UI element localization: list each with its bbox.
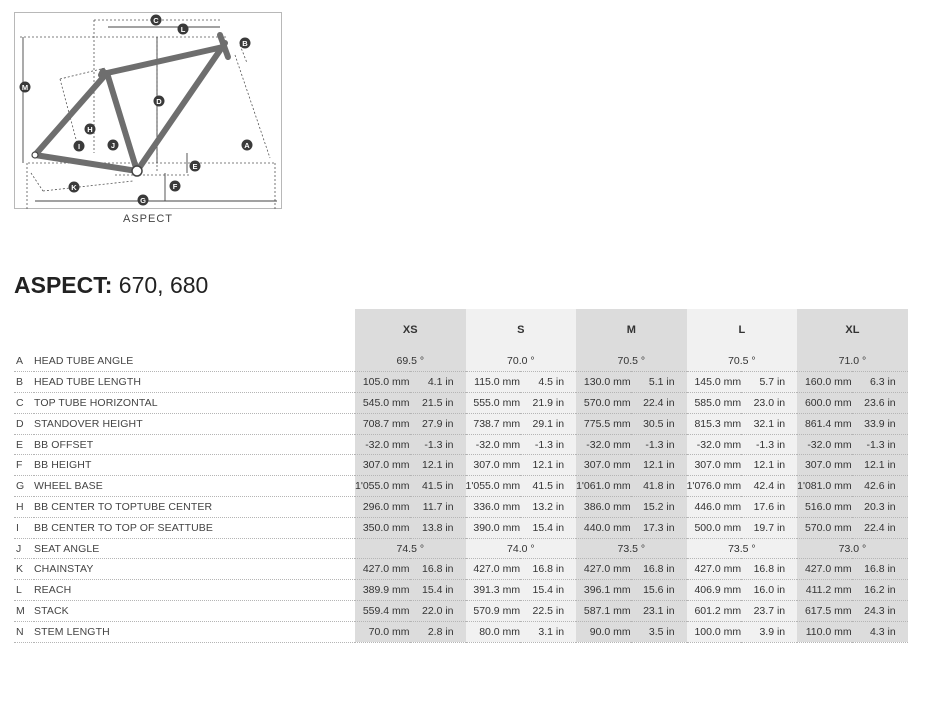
cell-mm-xs: 389.9 mm xyxy=(355,580,410,601)
cell-mm-xs: 105.0 mm xyxy=(355,372,410,393)
marker-f xyxy=(170,181,181,192)
cell-in-l: 16.0 in xyxy=(741,580,797,601)
cell-in-xl: 42.6 in xyxy=(852,476,908,497)
cell-mm-l: 446.0 mm xyxy=(687,497,742,518)
cell-mm-xl: 516.0 mm xyxy=(797,497,852,518)
cell-in-m: 16.8 in xyxy=(631,559,687,580)
table-row xyxy=(14,455,908,476)
cell-in-s: 15.4 in xyxy=(520,580,576,601)
header-spacer xyxy=(14,309,34,351)
cell-mm-xl: 160.0 mm xyxy=(797,372,852,393)
table-row xyxy=(14,393,908,414)
cell-mm-s: 427.0 mm xyxy=(466,559,521,580)
bottom-bracket xyxy=(132,166,142,176)
cell-in-m: 3.5 in xyxy=(631,621,687,642)
row-label: BB CENTER TO TOP OF SEATTUBE xyxy=(34,517,355,538)
table-row xyxy=(14,351,908,372)
table-row xyxy=(14,621,908,642)
header-spacer xyxy=(34,309,355,351)
cell-in-xs: 27.9 in xyxy=(410,413,466,434)
cell-value-xl: 71.0 ° xyxy=(797,351,908,372)
cell-mm-s: 390.0 mm xyxy=(466,517,521,538)
cell-in-m: 15.2 in xyxy=(631,497,687,518)
row-label: HEAD TUBE ANGLE xyxy=(34,351,355,372)
table-row xyxy=(14,538,908,559)
row-letter: A xyxy=(14,351,34,372)
cell-mm-xs: 350.0 mm xyxy=(355,517,410,538)
cell-mm-xl: 427.0 mm xyxy=(797,559,852,580)
cell-in-s: -1.3 in xyxy=(520,434,576,455)
row-letter: E xyxy=(14,434,34,455)
cell-mm-xl: 861.4 mm xyxy=(797,413,852,434)
cell-mm-m: 386.0 mm xyxy=(576,497,631,518)
cell-value-m: 73.5 ° xyxy=(576,538,687,559)
cell-mm-s: 570.9 mm xyxy=(466,601,521,622)
row-label: BB OFFSET xyxy=(34,434,355,455)
table-row xyxy=(14,559,908,580)
cell-in-s: 4.5 in xyxy=(520,372,576,393)
cell-in-l: 17.6 in xyxy=(741,497,797,518)
frame-tubes xyxy=(35,35,228,171)
cell-mm-s: 336.0 mm xyxy=(466,497,521,518)
cell-mm-xl: 110.0 mm xyxy=(797,621,852,642)
row-label: TOP TUBE HORIZONTAL xyxy=(34,393,355,414)
cell-in-m: 22.4 in xyxy=(631,393,687,414)
cell-mm-l: 427.0 mm xyxy=(687,559,742,580)
cell-mm-l: 406.9 mm xyxy=(687,580,742,601)
cell-mm-m: 440.0 mm xyxy=(576,517,631,538)
row-letter: F xyxy=(14,455,34,476)
cell-mm-s: 555.0 mm xyxy=(466,393,521,414)
cell-mm-xl: 570.0 mm xyxy=(797,517,852,538)
title-model-name: ASPECT: xyxy=(14,272,113,298)
size-header-xl: XL xyxy=(797,309,908,351)
cell-in-m: 12.1 in xyxy=(631,455,687,476)
cell-in-xs: 12.1 in xyxy=(410,455,466,476)
svg-text:C: C xyxy=(153,15,159,25)
cell-in-l: 3.9 in xyxy=(741,621,797,642)
marker-g xyxy=(138,195,149,206)
row-label: CHAINSTAY xyxy=(34,559,355,580)
row-letter: N xyxy=(14,621,34,642)
cell-mm-s: 391.3 mm xyxy=(466,580,521,601)
cell-mm-s: 80.0 mm xyxy=(466,621,521,642)
cell-mm-xs: 559.4 mm xyxy=(355,601,410,622)
row-letter: C xyxy=(14,393,34,414)
marker-b xyxy=(240,38,251,49)
cell-in-xl: 33.9 in xyxy=(852,413,908,434)
row-label: REACH xyxy=(34,580,355,601)
title-model-numbers: 670, 680 xyxy=(112,272,209,298)
cell-in-l: 42.4 in xyxy=(741,476,797,497)
cell-in-s: 12.1 in xyxy=(520,455,576,476)
cell-mm-m: 1'061.0 mm xyxy=(576,476,631,497)
table-row xyxy=(14,580,908,601)
cell-in-xl: 16.2 in xyxy=(852,580,908,601)
marker-k xyxy=(69,182,80,193)
row-label: BB CENTER TO TOPTUBE CENTER xyxy=(34,497,355,518)
cell-in-xs: 22.0 in xyxy=(410,601,466,622)
cell-mm-l: 500.0 mm xyxy=(687,517,742,538)
svg-text:J: J xyxy=(110,140,116,150)
marker-m xyxy=(20,82,31,93)
dimension-guides xyxy=(20,20,275,209)
row-label: BB HEIGHT xyxy=(34,455,355,476)
cell-mm-l: -32.0 mm xyxy=(687,434,742,455)
cell-mm-xs: 70.0 mm xyxy=(355,621,410,642)
cell-in-xs: 11.7 in xyxy=(410,497,466,518)
row-letter: G xyxy=(14,476,34,497)
cell-mm-m: 307.0 mm xyxy=(576,455,631,476)
svg-text:I: I xyxy=(77,141,81,151)
cell-in-xl: -1.3 in xyxy=(852,434,908,455)
cell-in-m: 15.6 in xyxy=(631,580,687,601)
row-letter: I xyxy=(14,517,34,538)
cell-in-l: 23.0 in xyxy=(741,393,797,414)
cell-in-m: 5.1 in xyxy=(631,372,687,393)
cell-in-xl: 23.6 in xyxy=(852,393,908,414)
cell-in-xs: -1.3 in xyxy=(410,434,466,455)
cell-in-xl: 16.8 in xyxy=(852,559,908,580)
marker-a xyxy=(242,140,253,151)
row-letter: K xyxy=(14,559,34,580)
cell-in-m: 17.3 in xyxy=(631,517,687,538)
cell-in-l: 12.1 in xyxy=(741,455,797,476)
cell-in-xl: 12.1 in xyxy=(852,455,908,476)
geometry-rows xyxy=(14,351,908,642)
svg-text:D: D xyxy=(156,96,162,106)
cell-in-l: 32.1 in xyxy=(741,413,797,434)
cell-mm-l: 815.3 mm xyxy=(687,413,742,434)
size-header-m: M xyxy=(576,309,687,351)
cell-in-l: 16.8 in xyxy=(741,559,797,580)
cell-value-xl: 73.0 ° xyxy=(797,538,908,559)
bike-frame-diagram xyxy=(15,13,283,210)
cell-in-s: 13.2 in xyxy=(520,497,576,518)
cell-mm-xl: -32.0 mm xyxy=(797,434,852,455)
cell-in-xs: 4.1 in xyxy=(410,372,466,393)
cell-in-s: 15.4 in xyxy=(520,517,576,538)
cell-in-s: 22.5 in xyxy=(520,601,576,622)
cell-value-m: 70.5 ° xyxy=(576,351,687,372)
cell-mm-m: 396.1 mm xyxy=(576,580,631,601)
row-letter: L xyxy=(14,580,34,601)
row-letter: D xyxy=(14,413,34,434)
svg-text:M: M xyxy=(21,82,29,92)
table-row xyxy=(14,476,908,497)
svg-text:A: A xyxy=(244,140,250,150)
cell-in-xs: 41.5 in xyxy=(410,476,466,497)
rear-axle xyxy=(32,152,38,158)
cell-mm-m: 427.0 mm xyxy=(576,559,631,580)
cell-mm-s: 738.7 mm xyxy=(466,413,521,434)
cell-value-l: 73.5 ° xyxy=(687,538,798,559)
marker-e xyxy=(190,161,201,172)
cell-mm-l: 1'076.0 mm xyxy=(687,476,742,497)
size-header-xs: XS xyxy=(355,309,466,351)
cell-mm-s: -32.0 mm xyxy=(466,434,521,455)
cell-mm-m: 90.0 mm xyxy=(576,621,631,642)
cell-mm-s: 307.0 mm xyxy=(466,455,521,476)
cell-in-xl: 6.3 in xyxy=(852,372,908,393)
size-header-l: L xyxy=(687,309,798,351)
cell-in-l: 5.7 in xyxy=(741,372,797,393)
cell-in-xs: 15.4 in xyxy=(410,580,466,601)
cell-in-xl: 24.3 in xyxy=(852,601,908,622)
cell-mm-xs: 307.0 mm xyxy=(355,455,410,476)
marker-c xyxy=(151,15,162,26)
size-header-row xyxy=(14,309,908,351)
table-row xyxy=(14,434,908,455)
cell-mm-m: 775.5 mm xyxy=(576,413,631,434)
table-row xyxy=(14,497,908,518)
cell-in-m: 41.8 in xyxy=(631,476,687,497)
geometry-table xyxy=(14,309,908,643)
size-header-s: S xyxy=(466,309,577,351)
cell-in-xs: 13.8 in xyxy=(410,517,466,538)
row-label: HEAD TUBE LENGTH xyxy=(34,372,355,393)
cell-in-l: -1.3 in xyxy=(741,434,797,455)
marker-i xyxy=(74,141,85,152)
cell-mm-xl: 307.0 mm xyxy=(797,455,852,476)
svg-text:E: E xyxy=(192,161,198,171)
marker-d xyxy=(154,96,165,107)
cell-mm-l: 601.2 mm xyxy=(687,601,742,622)
marker-l xyxy=(178,24,189,35)
cell-in-s: 3.1 in xyxy=(520,621,576,642)
cell-in-l: 23.7 in xyxy=(741,601,797,622)
cell-in-s: 41.5 in xyxy=(520,476,576,497)
cell-mm-m: 570.0 mm xyxy=(576,393,631,414)
marker-j xyxy=(108,140,119,151)
row-label: STEM LENGTH xyxy=(34,621,355,642)
cell-mm-l: 585.0 mm xyxy=(687,393,742,414)
cell-in-l: 19.7 in xyxy=(741,517,797,538)
svg-text:K: K xyxy=(71,182,77,192)
cell-in-xs: 16.8 in xyxy=(410,559,466,580)
geometry-diagram xyxy=(14,12,282,209)
cell-in-m: 30.5 in xyxy=(631,413,687,434)
cell-value-xs: 74.5 ° xyxy=(355,538,466,559)
dimension-arrows xyxy=(23,24,277,201)
cell-mm-xs: -32.0 mm xyxy=(355,434,410,455)
svg-text:B: B xyxy=(242,38,248,48)
row-letter: B xyxy=(14,372,34,393)
cell-mm-xs: 545.0 mm xyxy=(355,393,410,414)
svg-text:G: G xyxy=(140,195,146,205)
cell-in-s: 21.9 in xyxy=(520,393,576,414)
cell-mm-m: -32.0 mm xyxy=(576,434,631,455)
cell-mm-xl: 600.0 mm xyxy=(797,393,852,414)
cell-mm-m: 587.1 mm xyxy=(576,601,631,622)
row-label: WHEEL BASE xyxy=(34,476,355,497)
cell-in-xl: 20.3 in xyxy=(852,497,908,518)
row-letter: M xyxy=(14,601,34,622)
cell-in-s: 29.1 in xyxy=(520,413,576,434)
svg-text:H: H xyxy=(87,124,93,134)
row-letter: H xyxy=(14,497,34,518)
table-row xyxy=(14,413,908,434)
cell-mm-s: 115.0 mm xyxy=(466,372,521,393)
cell-value-l: 70.5 ° xyxy=(687,351,798,372)
svg-text:L: L xyxy=(180,24,186,34)
page-title xyxy=(14,272,208,299)
cell-mm-xs: 708.7 mm xyxy=(355,413,410,434)
cell-in-s: 16.8 in xyxy=(520,559,576,580)
dimension-markers xyxy=(20,15,253,206)
row-label: SEAT ANGLE xyxy=(34,538,355,559)
cell-in-xl: 4.3 in xyxy=(852,621,908,642)
cell-value-s: 74.0 ° xyxy=(466,538,577,559)
cell-mm-l: 145.0 mm xyxy=(687,372,742,393)
cell-in-m: 23.1 in xyxy=(631,601,687,622)
table-row xyxy=(14,372,908,393)
row-label: STACK xyxy=(34,601,355,622)
diagram-caption: ASPECT xyxy=(122,213,173,225)
cell-mm-xl: 411.2 mm xyxy=(797,580,852,601)
row-label: STANDOVER HEIGHT xyxy=(34,413,355,434)
cell-in-m: -1.3 in xyxy=(631,434,687,455)
cell-in-xs: 2.8 in xyxy=(410,621,466,642)
cell-mm-s: 1'055.0 mm xyxy=(466,476,521,497)
svg-text:F: F xyxy=(172,181,178,191)
cell-value-xs: 69.5 ° xyxy=(355,351,466,372)
marker-h xyxy=(85,124,96,135)
cell-in-xl: 22.4 in xyxy=(852,517,908,538)
cell-mm-xs: 296.0 mm xyxy=(355,497,410,518)
cell-mm-xl: 1'081.0 mm xyxy=(797,476,852,497)
cell-value-s: 70.0 ° xyxy=(466,351,577,372)
cell-mm-xs: 427.0 mm xyxy=(355,559,410,580)
cell-mm-l: 307.0 mm xyxy=(687,455,742,476)
table-row xyxy=(14,517,908,538)
cell-mm-m: 130.0 mm xyxy=(576,372,631,393)
cell-in-xs: 21.5 in xyxy=(410,393,466,414)
cell-mm-xl: 617.5 mm xyxy=(797,601,852,622)
cell-mm-l: 100.0 mm xyxy=(687,621,742,642)
table-row xyxy=(14,601,908,622)
row-letter: J xyxy=(14,538,34,559)
cell-mm-xs: 1'055.0 mm xyxy=(355,476,410,497)
